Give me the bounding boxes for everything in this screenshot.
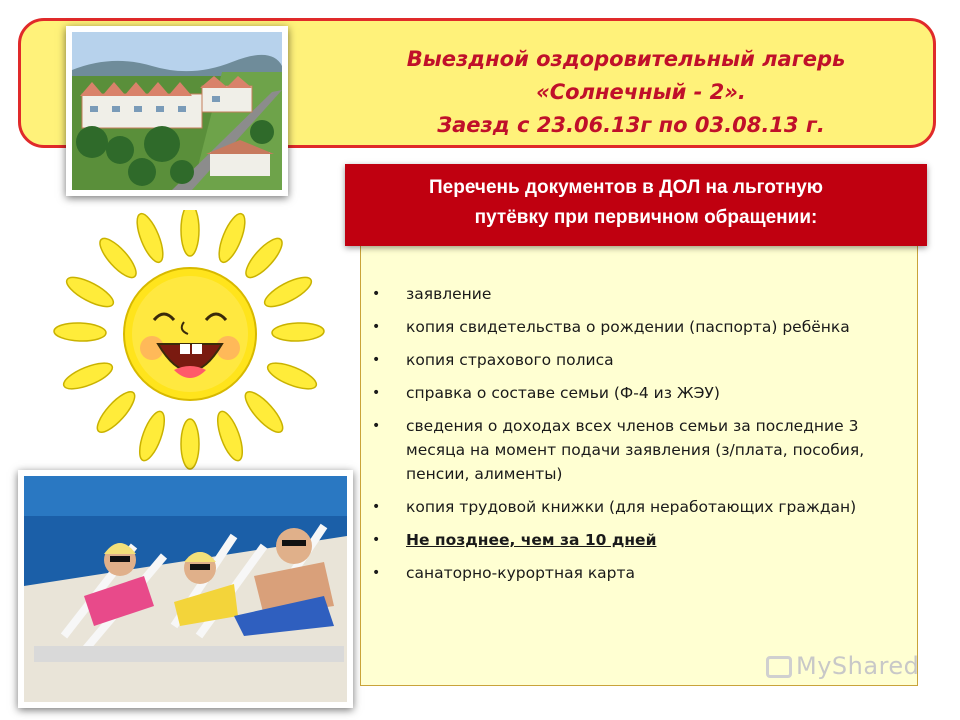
sun-illustration: [40, 210, 340, 470]
bullet-icon: •: [372, 286, 381, 302]
bullet-icon: •: [372, 499, 381, 515]
header-line-1: Выездной оздоровительный лагерь: [406, 47, 846, 71]
bullet-icon: •: [372, 532, 381, 548]
list-item: • санаторно-курортная карта: [372, 561, 912, 585]
documents-list: [372, 282, 912, 594]
watermark-text: MyShared: [796, 652, 920, 680]
header-line-2: «Солнечный - 2».: [536, 80, 746, 104]
bullet-icon: •: [372, 418, 381, 434]
list-item: • копия свидетельства о рождении (паспорта) ребёнка: [372, 315, 912, 339]
bullet-icon: •: [372, 565, 381, 581]
deadline-item: • Не позднее, чем за 10 дней: [372, 528, 912, 552]
bullet-icon: •: [372, 352, 381, 368]
header-line-3: Заезд с 23.06.13г по 03.08.13 г.: [437, 113, 825, 137]
list-item: • сведения о доходах всех членов семьи за последние 3 месяца на момент подачи заявления (з/плата, пособия, пенсии, алименты): [372, 414, 912, 486]
documents-title-line-1: Перечень документов в ДОЛ на льготную: [428, 177, 824, 198]
watermark: [766, 652, 919, 680]
list-item: • копия страхового полиса: [372, 348, 912, 372]
documents-title-line-2: путёвку при первичном обращении:: [474, 207, 818, 228]
beach-photo: [18, 470, 353, 708]
documents-panel-header: [345, 164, 927, 246]
header-title: [321, 43, 960, 142]
camp-photo: [66, 26, 288, 196]
presentation-icon: [766, 656, 792, 678]
list-item: • справка о составе семьи (Ф-4 из ЖЭУ): [372, 381, 912, 405]
bullet-icon: •: [372, 385, 381, 401]
list-item: • заявление: [372, 282, 912, 306]
bullet-icon: •: [372, 319, 381, 335]
list-item: • копия трудовой книжки (для неработающих граждан): [372, 495, 912, 519]
